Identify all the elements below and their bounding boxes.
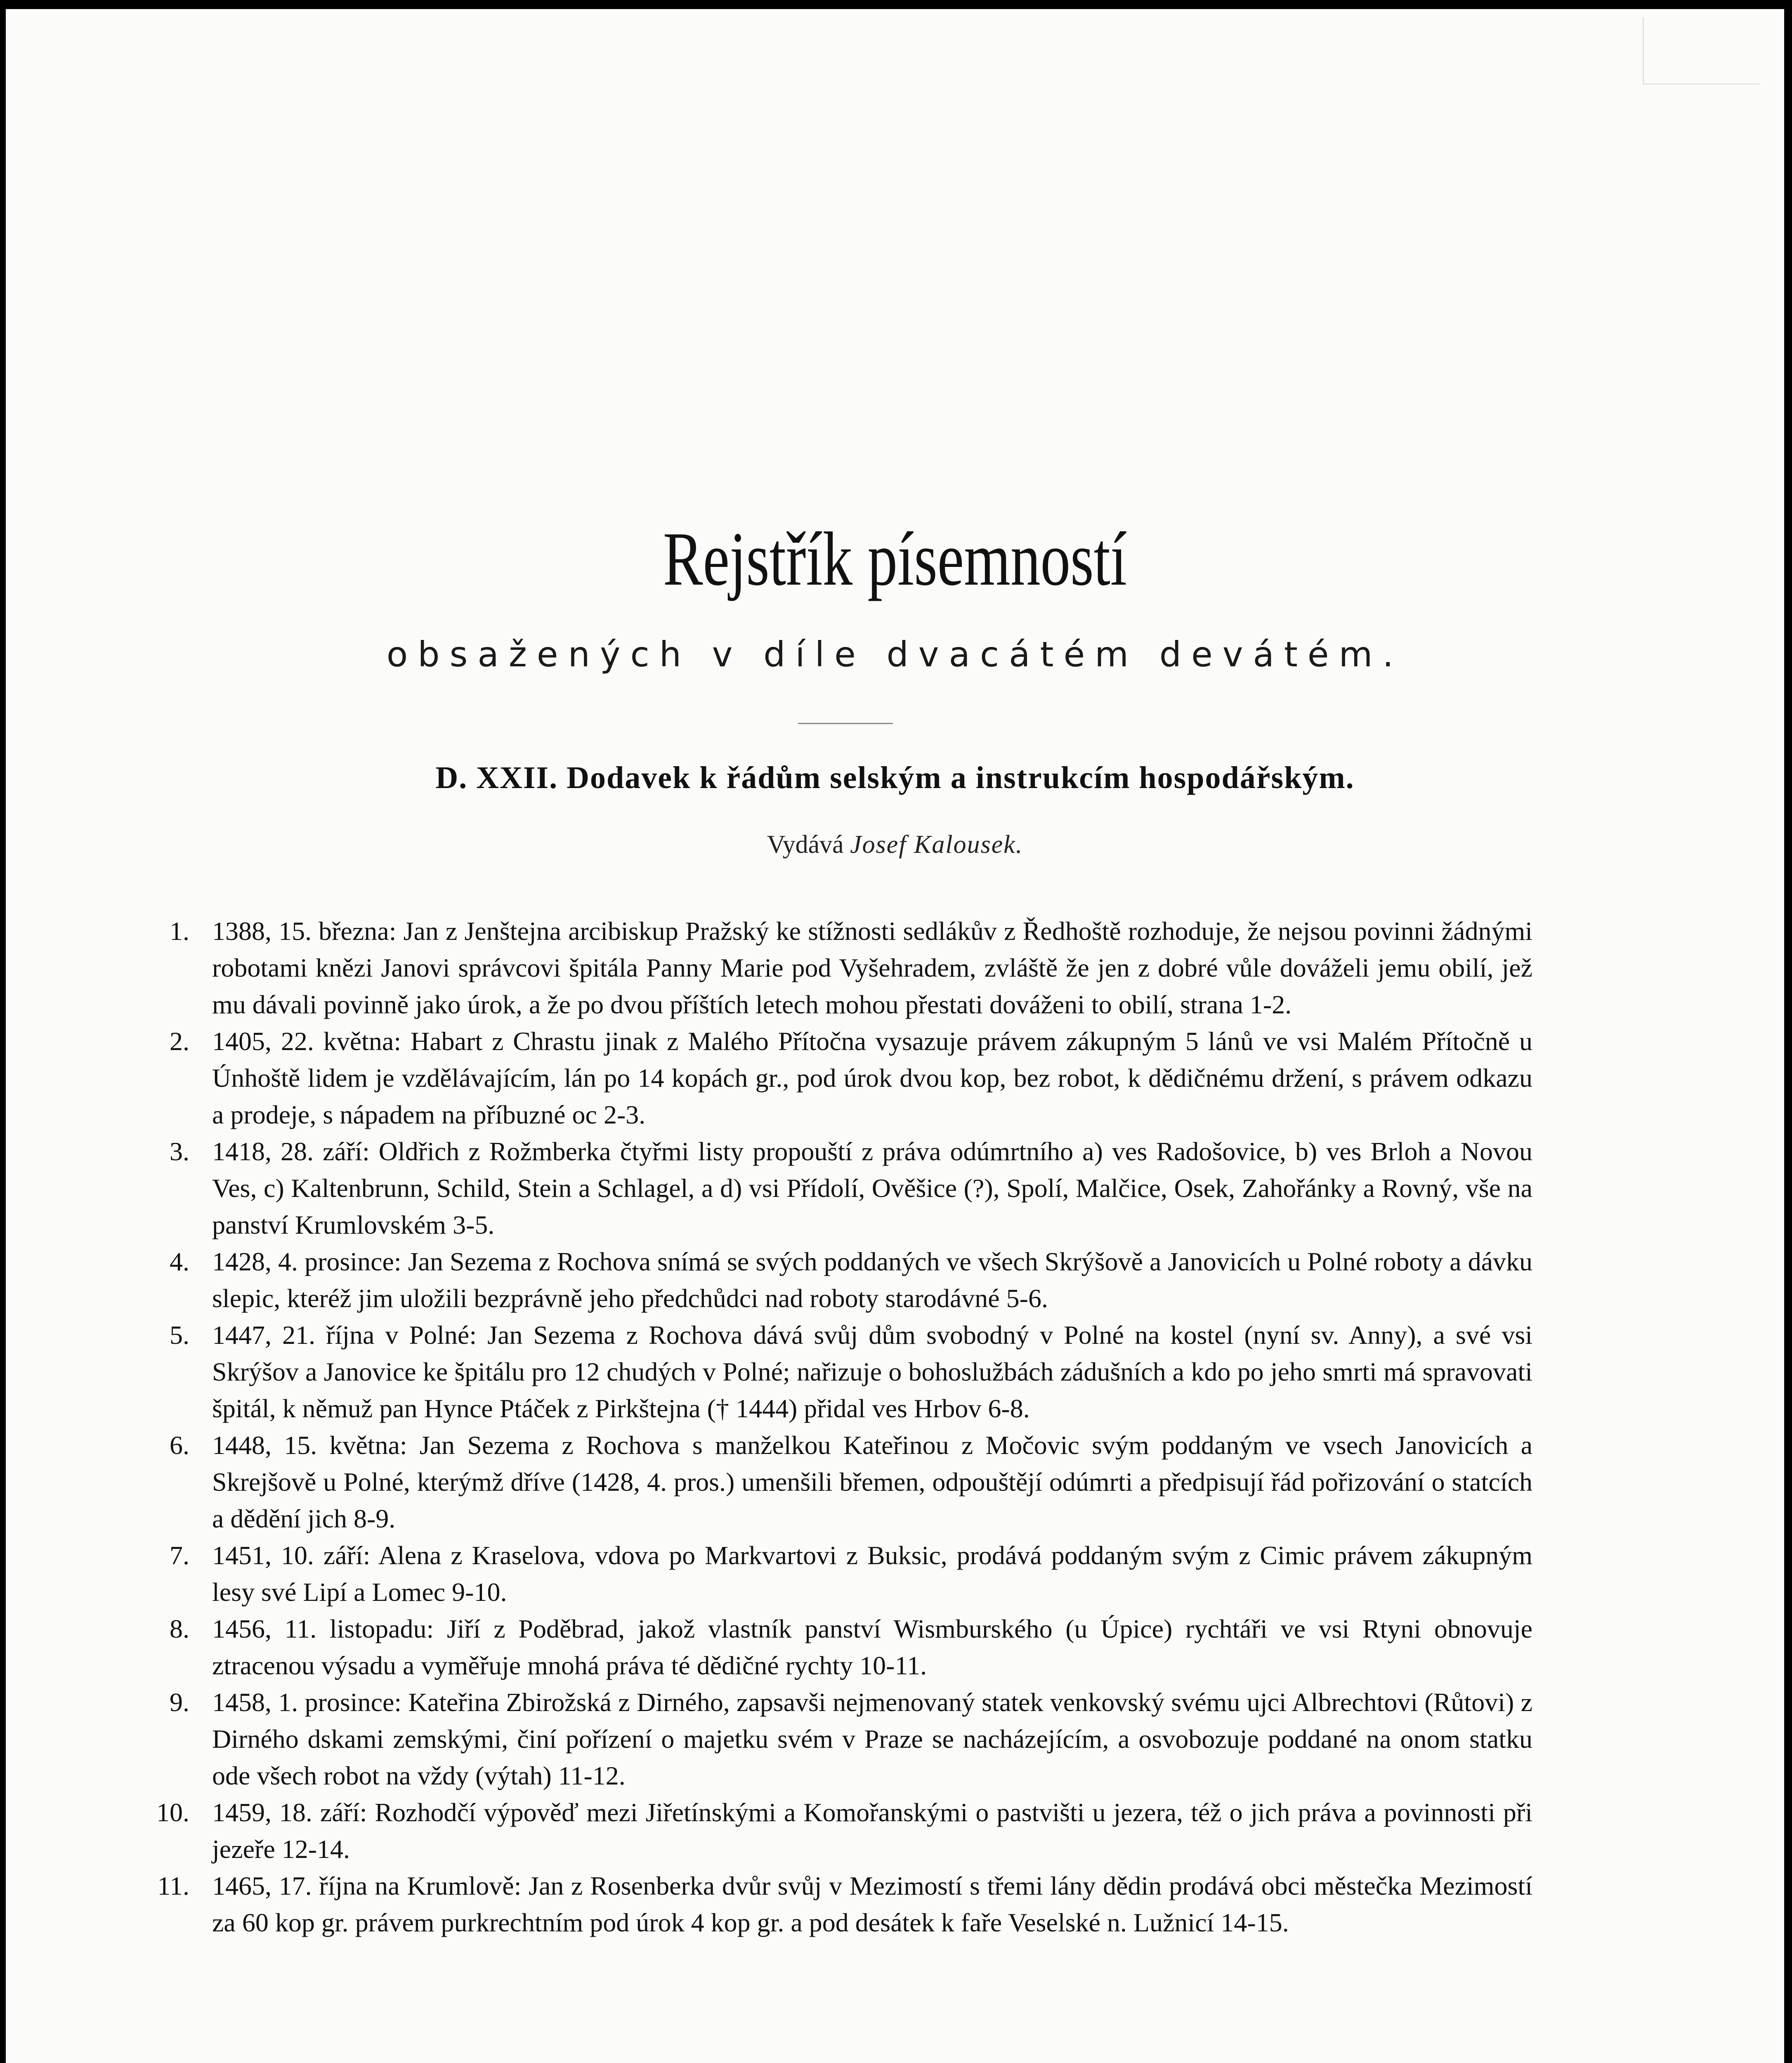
- entry-item: [170, 1610, 1532, 1684]
- document-page: [6, 9, 1784, 2063]
- entry-item: [157, 1867, 1532, 1941]
- editor-line: [6, 830, 1784, 859]
- entry-text: 1418, 28. září: Oldřich z Rožmberka čtyřmi listy propouští z práva odúmrtního a) ves Radošovice, b) ves Brloh a Novou Ves, c) Kaltenbrunn, Schild, Stein a Schlagel, a d) vsi Přídolí, Ověšice (?), Spolí, Malčice, Osek, Zahořánky a Rovný, vše na panství Krumlovském 3-5.: [212, 1137, 1532, 1239]
- entry-number: 2.: [170, 1027, 189, 1056]
- entry-number: 7.: [170, 1541, 189, 1570]
- entry-text: 1456, 11. listopadu: Jiří z Poděbrad, jakož vlastník panství Wismburského (u Úpice) rychtáři ve vsi Rtyni obnovuje ztracenou výsadu a vyměřuje mnohá práva té dědičné rychty 10-11.: [212, 1614, 1532, 1680]
- entry-item: [170, 1427, 1532, 1537]
- page-subtitle: obsažených v díle dvacátém devátém.: [386, 634, 1404, 675]
- entry-number: 3.: [170, 1137, 189, 1166]
- entry-item: [170, 1133, 1532, 1243]
- entry-text: 1459, 18. září: Rozhodčí výpověď mezi Jiřetínskými a Komořanskými o pastvišti u jezera, též o jich práva a povinnosti při jezeře 12-14.: [212, 1798, 1532, 1864]
- entry-item: [156, 1794, 1532, 1867]
- scan-corner-mark: [1643, 17, 1759, 85]
- entry-list: [156, 913, 1532, 1941]
- entry-number: 9.: [170, 1688, 189, 1717]
- entry-text: 1458, 1. prosince: Kateřina Zbirožská z Dirného, zapsavši nejmenovaný statek venkovský svému ujci Albrechtovi (Růtovi) z Dirného dskami zemskými, činí pořízení o majetku svém v Praze se nacházejícím, a osvobozuje poddané na onom statku ode všech robot na vždy (výtah) 11-12.: [212, 1688, 1532, 1790]
- entry-number: 4.: [170, 1247, 189, 1276]
- entry-number: 8.: [170, 1614, 189, 1643]
- entry-text: 1447, 21. října v Polné: Jan Sezema z Rochova dává svůj dům svobodný v Polné na kostel (nyní sv. Anny), a své vsi Skrýšov a Janovice ke špitálu pro 12 chudých v Polné; nařizuje o bohoslužbách zádušních a kdo po jeho smrti má spravovati špitál, k němuž pan Hynce Ptáček z Pirkštejna († 1444) přidal ves Hrbov 6-8.: [212, 1320, 1532, 1423]
- divider-rule: [798, 723, 893, 724]
- entry-item: [170, 913, 1532, 1023]
- section-heading: D. XXII. Dodavek k řádům selským a instrukcím hospodářským.: [435, 760, 1355, 795]
- entry-text: 1428, 4. prosince: Jan Sezema z Rochova snímá se svých poddaných ve všech Skrýšově a Janovicích u Polné roboty a dávku slepic, kteréž jim uložili bezprávně jeho předchůdci nad roboty starodávné 5-6.: [212, 1247, 1532, 1313]
- entry-item: [170, 1537, 1532, 1610]
- entry-item: [170, 1023, 1532, 1133]
- editor-prefix: Vydává: [767, 831, 844, 859]
- entry-number: 10.: [156, 1798, 189, 1827]
- entry-text: 1388, 15. března: Jan z Jenštejna arcibiskup Pražský ke stížnosti sedlákův z Ředhoště rozhoduje, že nejsou povinni žádnými robotami knězi Janovi správcovi špitála Panny Marie pod Vyšehradem, zvláště že jen z dobré vůle dováželi jemu obilí, jež mu dávali povinně jako úrok, a že po dvou příštích letech mohou přestati dováženi to obilí, strana 1-2.: [212, 916, 1532, 1019]
- entry-text: 1451, 10. září: Alena z Kraselova, vdova po Markvartovi z Buksic, prodává poddaným svým z Cimic právem zákupným lesy své Lipí a Lomec 9-10.: [212, 1541, 1532, 1607]
- entry-item: [170, 1243, 1532, 1317]
- entry-text: 1465, 17. října na Krumlově: Jan z Rosenberka dvůr svůj v Mezimostí s třemi lány dědin prodává obci městečka Mezimostí za 60 kop gr. právem purkrechtním pod úrok 4 kop gr. a pod desátek k faře Veselské n. Lužnicí 14-15.: [212, 1871, 1532, 1937]
- entry-number: 11.: [157, 1871, 189, 1900]
- entry-number: 6.: [170, 1430, 189, 1460]
- entry-text: 1448, 15. května: Jan Sezema z Rochova s manželkou Kateřinou z Močovic svým poddaným ve vsech Janovicích a Skrejšově u Polné, kterýmž dříve (1428, 4. pros.) umenšili břemen, odpouštějí odúmrti a předpisují řád pořizování o statcích a dědění jich 8-9.: [212, 1430, 1532, 1533]
- page-title: Rejstřík písemností: [663, 517, 1127, 602]
- entry-text: 1405, 22. května: Habart z Chrastu jinak z Malého Přítočna vysazuje právem zákupným 5 lánů ve vsi Malém Přítočně u Únhoště lidem je vzdělávajícím, lán po 14 kopách gr., pod úrok dvou kop, bez robot, k dědičnému držení, s právem odkazu a prodeje, s nápadem na příbuzné oc 2-3.: [212, 1027, 1532, 1129]
- entry-number: 5.: [170, 1320, 189, 1350]
- entry-number: 1.: [170, 916, 189, 946]
- entry-item: [170, 1684, 1532, 1794]
- editor-name: Josef Kalousek.: [850, 831, 1023, 859]
- entry-item: [170, 1317, 1532, 1427]
